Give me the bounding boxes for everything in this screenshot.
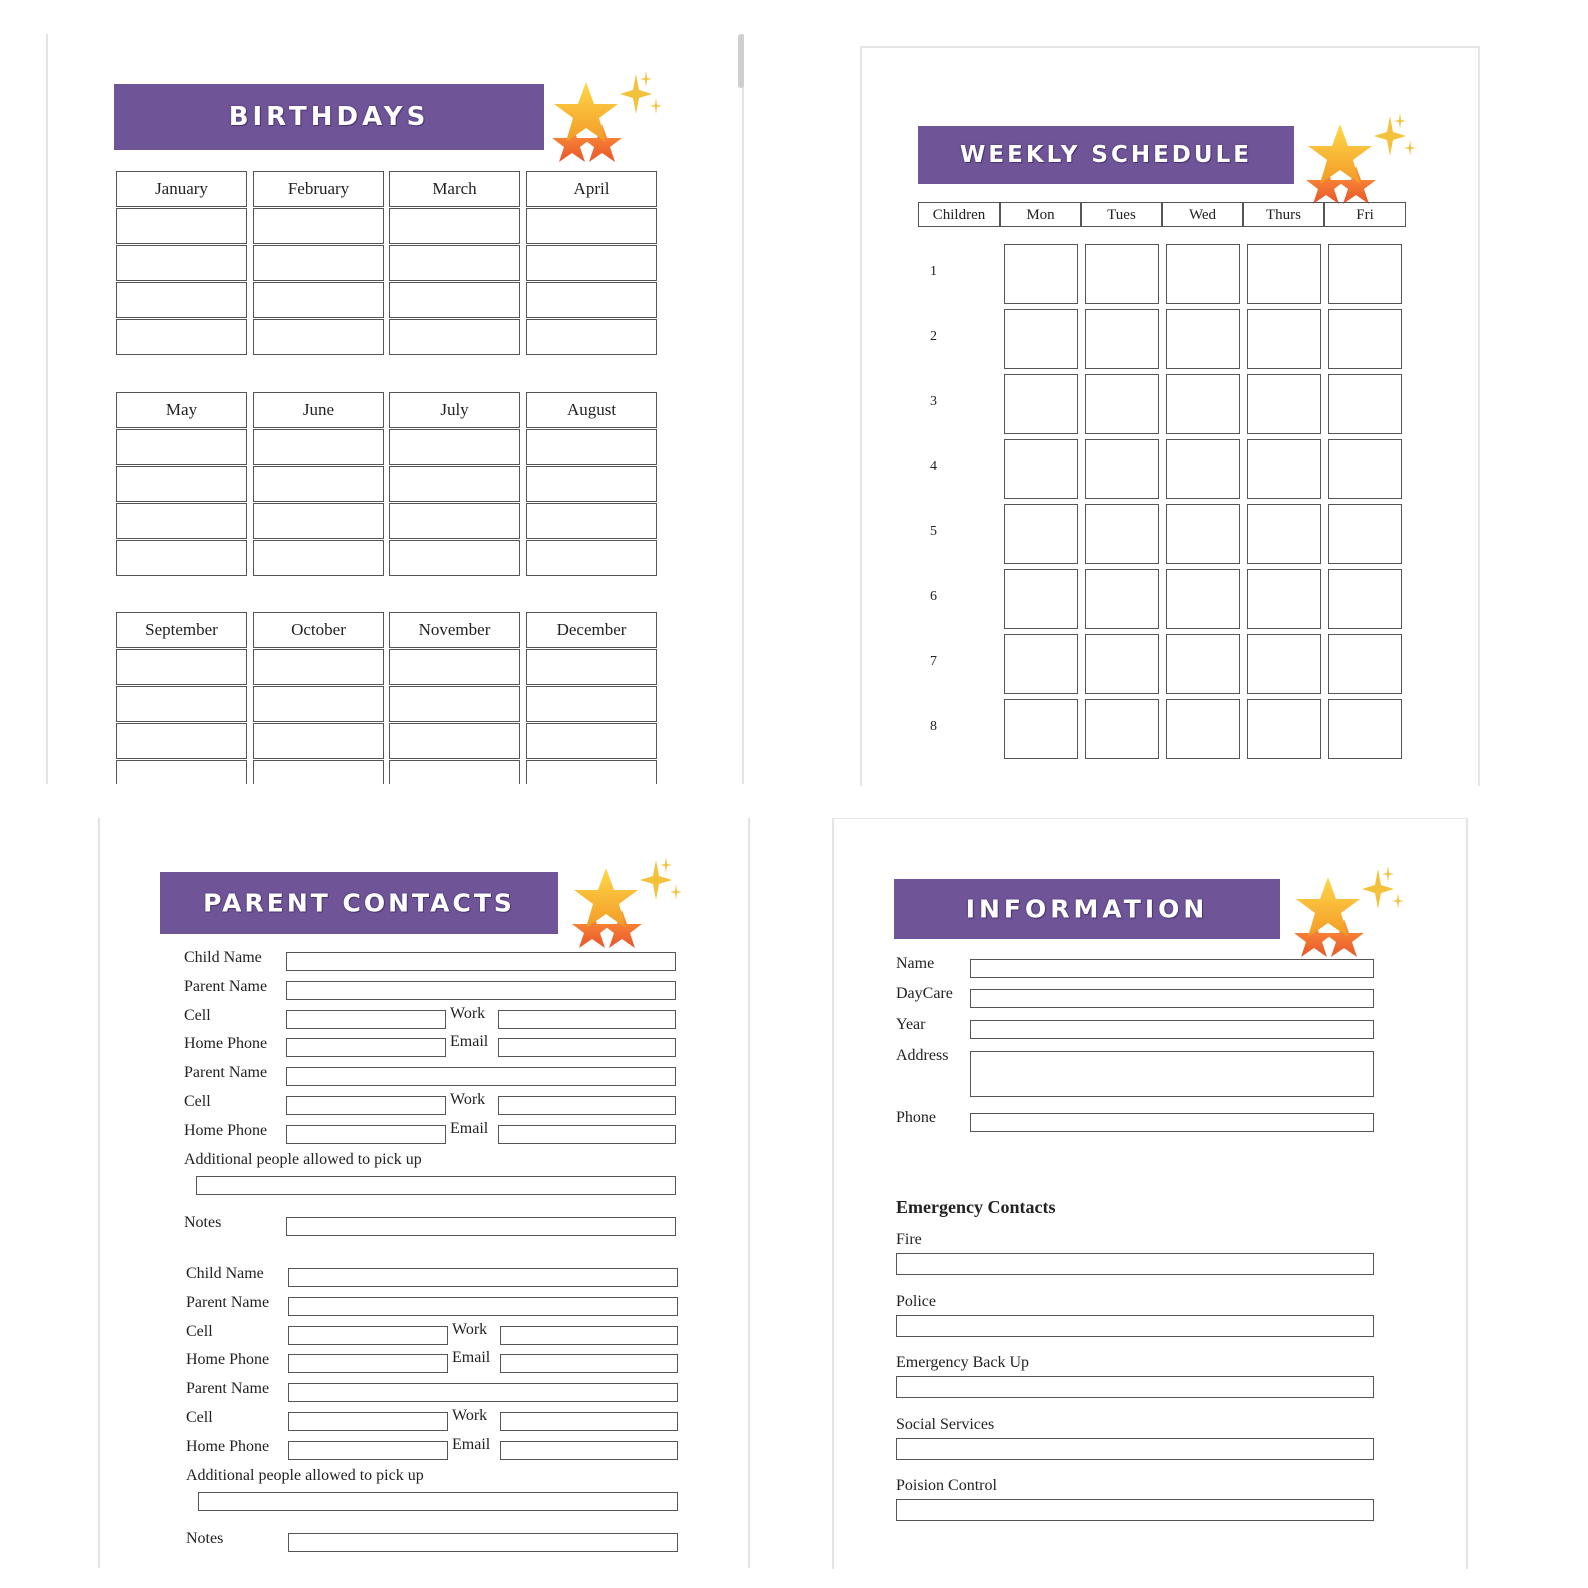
birthday-entry-field[interactable] [526,466,657,502]
schedule-cell[interactable] [1166,699,1240,759]
schedule-cell[interactable] [1166,244,1240,304]
label-parent-name: Parent Name [186,1380,270,1398]
cell-input[interactable] [286,1010,446,1029]
contacts-banner [160,872,558,934]
schedule-cell[interactable] [1328,244,1402,304]
label-email: Email [452,1435,491,1453]
label-email: Email [450,1119,489,1137]
birthday-entry-field[interactable] [389,503,520,539]
additional-pickup-input[interactable] [196,1176,676,1195]
month-header-july: July [389,392,520,428]
schedule-cell[interactable] [1247,309,1321,369]
schedule-cell[interactable] [1085,374,1159,434]
parent-name-input[interactable] [286,981,676,1000]
label-cell: Cell [186,1409,213,1426]
schedule-cell[interactable] [1004,309,1078,369]
parent-name-input[interactable] [286,1067,676,1086]
label-phone: Phone [896,1109,936,1126]
birthday-entry-field[interactable] [526,503,657,539]
home-phone-input[interactable] [286,1038,446,1057]
label-police: Police [896,1292,936,1310]
schedule-cell[interactable] [1247,569,1321,629]
birthday-entry-field[interactable] [389,686,520,722]
parent-contacts-page [98,818,750,1568]
month-header-june: June [253,392,384,428]
label-cell: Cell [184,1006,211,1024]
birthday-entry-field[interactable] [526,319,657,355]
email-input[interactable] [498,1038,676,1057]
information-banner [894,879,1280,939]
work-input[interactable] [500,1326,678,1345]
schedule-cell[interactable] [1085,439,1159,499]
schedule-cell[interactable] [1166,439,1240,499]
schedule-cell[interactable] [1328,439,1402,499]
information-title: INFORMATION [965,894,1209,924]
schedule-cell[interactable] [1328,699,1402,759]
parent-name-input[interactable] [288,1297,678,1316]
schedule-row-number: 6 [930,589,937,604]
schedule-cell[interactable] [1328,634,1402,694]
label-daycare: DayCare [896,985,953,1002]
label-work: Work [450,1091,486,1108]
schedule-row-number: 7 [930,654,937,669]
label-parent-name: Parent Name [186,1293,270,1311]
birthday-entry-field[interactable] [526,282,657,318]
label-home-phone: Home Phone [184,1121,268,1139]
home-phone-input[interactable] [288,1441,448,1460]
year-input[interactable] [970,1020,1374,1039]
birthday-entry-field[interactable] [389,245,520,281]
label-work: Work [450,1004,486,1022]
label-social-services: Social Services [896,1415,995,1433]
birthday-entry-field[interactable] [116,208,247,244]
birthday-entry-field[interactable] [526,540,657,576]
schedule-cell[interactable] [1247,699,1321,759]
schedule-cell[interactable] [1166,309,1240,369]
month-header-november: November [389,612,520,648]
stars-icon [1298,114,1428,214]
label-work: Work [452,1407,488,1424]
poison-control-input[interactable] [896,1499,1374,1521]
schedule-cell[interactable] [1328,309,1402,369]
schedule-cell[interactable] [1085,244,1159,304]
label-home-phone: Home Phone [186,1437,270,1455]
schedule-row-number: 3 [930,394,937,409]
birthday-entry-field[interactable] [253,466,384,502]
schedule-cell[interactable] [1004,699,1078,759]
schedule-cell[interactable] [1328,374,1402,434]
schedule-column-children: Children [918,202,1000,227]
schedule-cell[interactable] [1247,374,1321,434]
month-header-march: March [389,171,520,207]
birthday-entry-field[interactable] [526,686,657,722]
label-additional-pickup: Additional people allowed to pick up [186,1466,424,1484]
schedule-cell[interactable] [1085,699,1159,759]
schedule-column-fri: Fri [1324,202,1406,227]
birthday-entry-field[interactable] [253,282,384,318]
birthday-entry-field[interactable] [389,466,520,502]
label-cell: Cell [186,1322,213,1340]
birthday-entry-field[interactable] [253,245,384,281]
schedule-row-number: 2 [930,329,937,344]
month-header-january: January [116,171,247,207]
birthday-entry-field[interactable] [389,319,520,355]
schedule-cell[interactable] [1004,244,1078,304]
birthday-entry-field[interactable] [253,208,384,244]
information-page [832,818,1468,1569]
home-phone-input[interactable] [288,1354,448,1373]
phone-input[interactable] [970,1113,1374,1132]
schedule-column-mon: Mon [1000,202,1081,227]
parent-name-input[interactable] [288,1383,678,1402]
label-email: Email [450,1033,489,1051]
month-header-may: May [116,392,247,428]
label-notes: Notes [184,1214,222,1232]
birthday-entry-field[interactable] [389,723,520,759]
label-notes: Notes [186,1530,224,1548]
daycare-input[interactable] [970,989,1374,1008]
scrollbar[interactable] [738,34,744,88]
label-fire: Fire [896,1231,922,1248]
cell-input[interactable] [286,1096,446,1115]
birthday-entry-field[interactable] [116,540,247,576]
schedule-cell[interactable] [1004,374,1078,434]
label-child-name: Child Name [184,949,262,966]
birthday-entry-field[interactable] [526,649,657,685]
schedule-row-number: 1 [930,264,937,279]
schedule-cell[interactable] [1085,504,1159,564]
work-input[interactable] [500,1412,678,1431]
label-address: Address [896,1047,949,1064]
name-input[interactable] [970,959,1374,978]
birthdays-title: BIRTHDAYS [228,102,430,132]
work-input[interactable] [498,1096,676,1115]
emergency-back-up-input[interactable] [896,1376,1374,1398]
schedule-cell[interactable] [1085,309,1159,369]
birthday-entry-field[interactable] [526,760,657,784]
schedule-title: WEEKLY SCHEDULE [960,142,1252,168]
email-input[interactable] [500,1354,678,1373]
birthday-entry-field[interactable] [526,723,657,759]
social-services-input[interactable] [896,1438,1374,1460]
schedule-cell[interactable] [1004,504,1078,564]
birthday-entry-field[interactable] [253,540,384,576]
birthday-entry-field[interactable] [116,760,247,784]
emergency-contacts-heading: Emergency Contacts [896,1197,1056,1217]
birthday-entry-field[interactable] [253,723,384,759]
birthday-entry-field[interactable] [389,429,520,465]
schedule-cell[interactable] [1004,634,1078,694]
schedule-cell[interactable] [1004,439,1078,499]
label-additional-pickup: Additional people allowed to pick up [184,1150,422,1168]
birthday-entry-field[interactable] [116,429,247,465]
label-year: Year [896,1016,926,1033]
birthday-entry-field[interactable] [116,503,247,539]
birthdays-banner [114,84,544,150]
label-poison-control: Poision Control [896,1477,997,1494]
additional-pickup-input[interactable] [198,1492,678,1511]
birthday-entry-field[interactable] [116,649,247,685]
label-home-phone: Home Phone [186,1351,270,1369]
birthday-entry-field[interactable] [389,208,520,244]
birthday-entry-field[interactable] [253,686,384,722]
label-work: Work [452,1320,488,1338]
stars-icon [544,72,674,172]
birthday-entry-field[interactable] [116,282,247,318]
schedule-column-wed: Wed [1162,202,1243,227]
notes-input[interactable] [286,1217,676,1236]
birthday-entry-field[interactable] [389,649,520,685]
birthday-entry-field[interactable] [389,282,520,318]
birthday-entry-field[interactable] [116,466,247,502]
birthday-entry-field[interactable] [253,429,384,465]
month-header-august: August [526,392,657,428]
month-header-february: February [253,171,384,207]
schedule-cell[interactable] [1085,634,1159,694]
schedule-row-number: 4 [930,459,937,474]
month-header-april: April [526,171,657,207]
schedule-cell[interactable] [1004,569,1078,629]
label-parent-name: Parent Name [184,1064,268,1082]
home-phone-input[interactable] [286,1125,446,1144]
cell-input[interactable] [288,1412,448,1431]
birthday-entry-field[interactable] [253,760,384,784]
work-input[interactable] [498,1010,676,1029]
schedule-banner [918,126,1294,184]
email-input[interactable] [500,1441,678,1460]
address-input[interactable] [970,1051,1374,1097]
police-input[interactable] [896,1315,1374,1337]
birthday-entry-field[interactable] [253,649,384,685]
contacts-title: PARENT CONTACTS [203,888,515,918]
schedule-row-number: 8 [930,719,937,734]
birthday-entry-field[interactable] [116,686,247,722]
label-cell: Cell [184,1093,211,1110]
schedule-cell[interactable] [1166,634,1240,694]
schedule-cell[interactable] [1247,634,1321,694]
label-email: Email [452,1349,491,1367]
birthday-entry-field[interactable] [389,760,520,784]
schedule-column-tues: Tues [1081,202,1162,227]
birthday-entry-field[interactable] [526,245,657,281]
label-child-name: Child Name [186,1265,264,1282]
stars-icon [1286,867,1416,967]
cell-input[interactable] [288,1326,448,1345]
schedule-cell[interactable] [1166,569,1240,629]
email-input[interactable] [498,1125,676,1144]
schedule-column-thurs: Thurs [1243,202,1324,227]
birthday-entry-field[interactable] [526,208,657,244]
label-name: Name [896,955,935,972]
schedule-row-number: 5 [930,524,937,539]
birthday-entry-field[interactable] [116,319,247,355]
birthday-entry-field[interactable] [389,540,520,576]
birthday-entry-field[interactable] [526,429,657,465]
schedule-cell[interactable] [1247,439,1321,499]
notes-input[interactable] [288,1533,678,1552]
birthday-entry-field[interactable] [253,503,384,539]
birthday-entry-field[interactable] [116,723,247,759]
schedule-cell[interactable] [1328,569,1402,629]
schedule-cell[interactable] [1166,504,1240,564]
birthday-entry-field[interactable] [253,319,384,355]
schedule-cell[interactable] [1085,569,1159,629]
schedule-cell[interactable] [1328,504,1402,564]
label-home-phone: Home Phone [184,1035,268,1053]
child-name-input[interactable] [286,952,676,971]
birthday-entry-field[interactable] [116,245,247,281]
birthdays-page [46,34,744,784]
label-emergency-back-up: Emergency Back Up [896,1354,1029,1371]
schedule-cell[interactable] [1166,374,1240,434]
child-name-input[interactable] [288,1268,678,1287]
schedule-cell[interactable] [1247,244,1321,304]
month-header-september: September [116,612,247,648]
weekly-schedule-page [860,46,1480,786]
month-header-october: October [253,612,384,648]
label-parent-name: Parent Name [184,977,268,995]
stars-icon [564,858,694,958]
schedule-cell[interactable] [1247,504,1321,564]
month-header-december: December [526,612,657,648]
fire-input[interactable] [896,1253,1374,1275]
